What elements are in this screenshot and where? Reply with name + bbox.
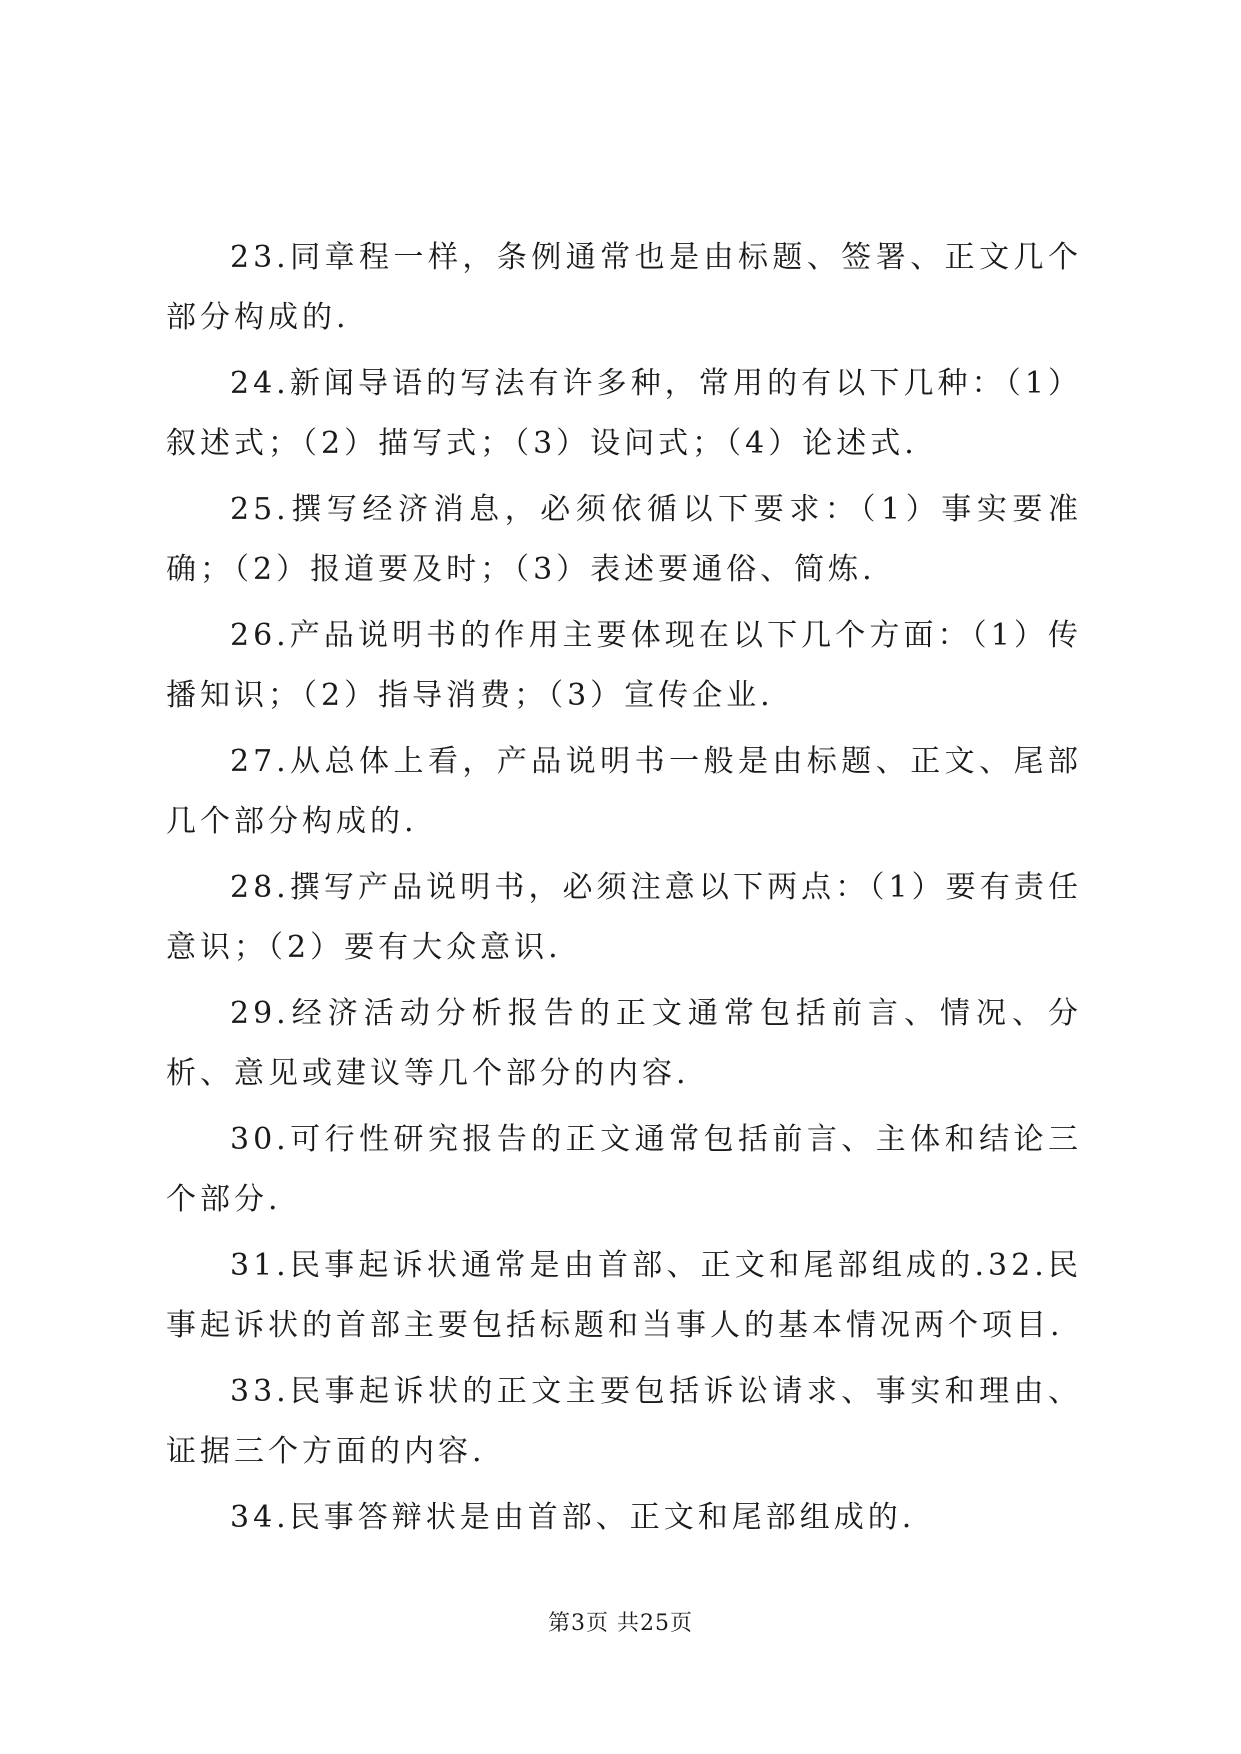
page-number-footer: 第3页 共25页 <box>548 1611 693 1636</box>
paragraph-27: 27.从总体上看，产品说明书一般是由标题、正文、尾部几个部分构成的. <box>166 744 1082 839</box>
paragraph-23: 23.同章程一样，条例通常也是由标题、签署、正文几个部分构成的. <box>166 240 1082 335</box>
paragraph-28: 28.撰写产品说明书，必须注意以下两点：（1）要有责任意识；（2）要有大众意识. <box>166 870 1082 965</box>
paragraph-34: 34.民事答辩状是由首部、正文和尾部组成的. <box>230 1500 916 1535</box>
paragraph-29: 29.经济活动分析报告的正文通常包括前言、情况、分析、意见或建议等几个部分的内容. <box>166 996 1082 1091</box>
paragraph-31-32: 31.民事起诉状通常是由首部、正文和尾部组成的.32.民事起诉状的首部主要包括标题和当事人的基本情况两个项目. <box>166 1248 1082 1343</box>
paragraph-25: 25.撰写经济消息，必须依循以下要求：（1）事实要准确；（2）报道要及时；（3）表述要通俗、简炼. <box>166 492 1082 587</box>
paragraph-26: 26.产品说明书的作用主要体现在以下几个方面：（1）传播知识；（2）指导消费；（3）宣传企业. <box>166 618 1082 713</box>
paragraph-33: 33.民事起诉状的正文主要包括诉讼请求、事实和理由、证据三个方面的内容. <box>166 1374 1082 1469</box>
document-body <box>166 228 1082 1554</box>
paragraph-24: 24.新闻导语的写法有许多种，常用的有以下几种：（1）叙述式；（2）描写式；（3）设问式；（4）论述式. <box>166 366 1082 461</box>
paragraph-30: 30.可行性研究报告的正文通常包括前言、主体和结论三个部分. <box>166 1122 1082 1217</box>
